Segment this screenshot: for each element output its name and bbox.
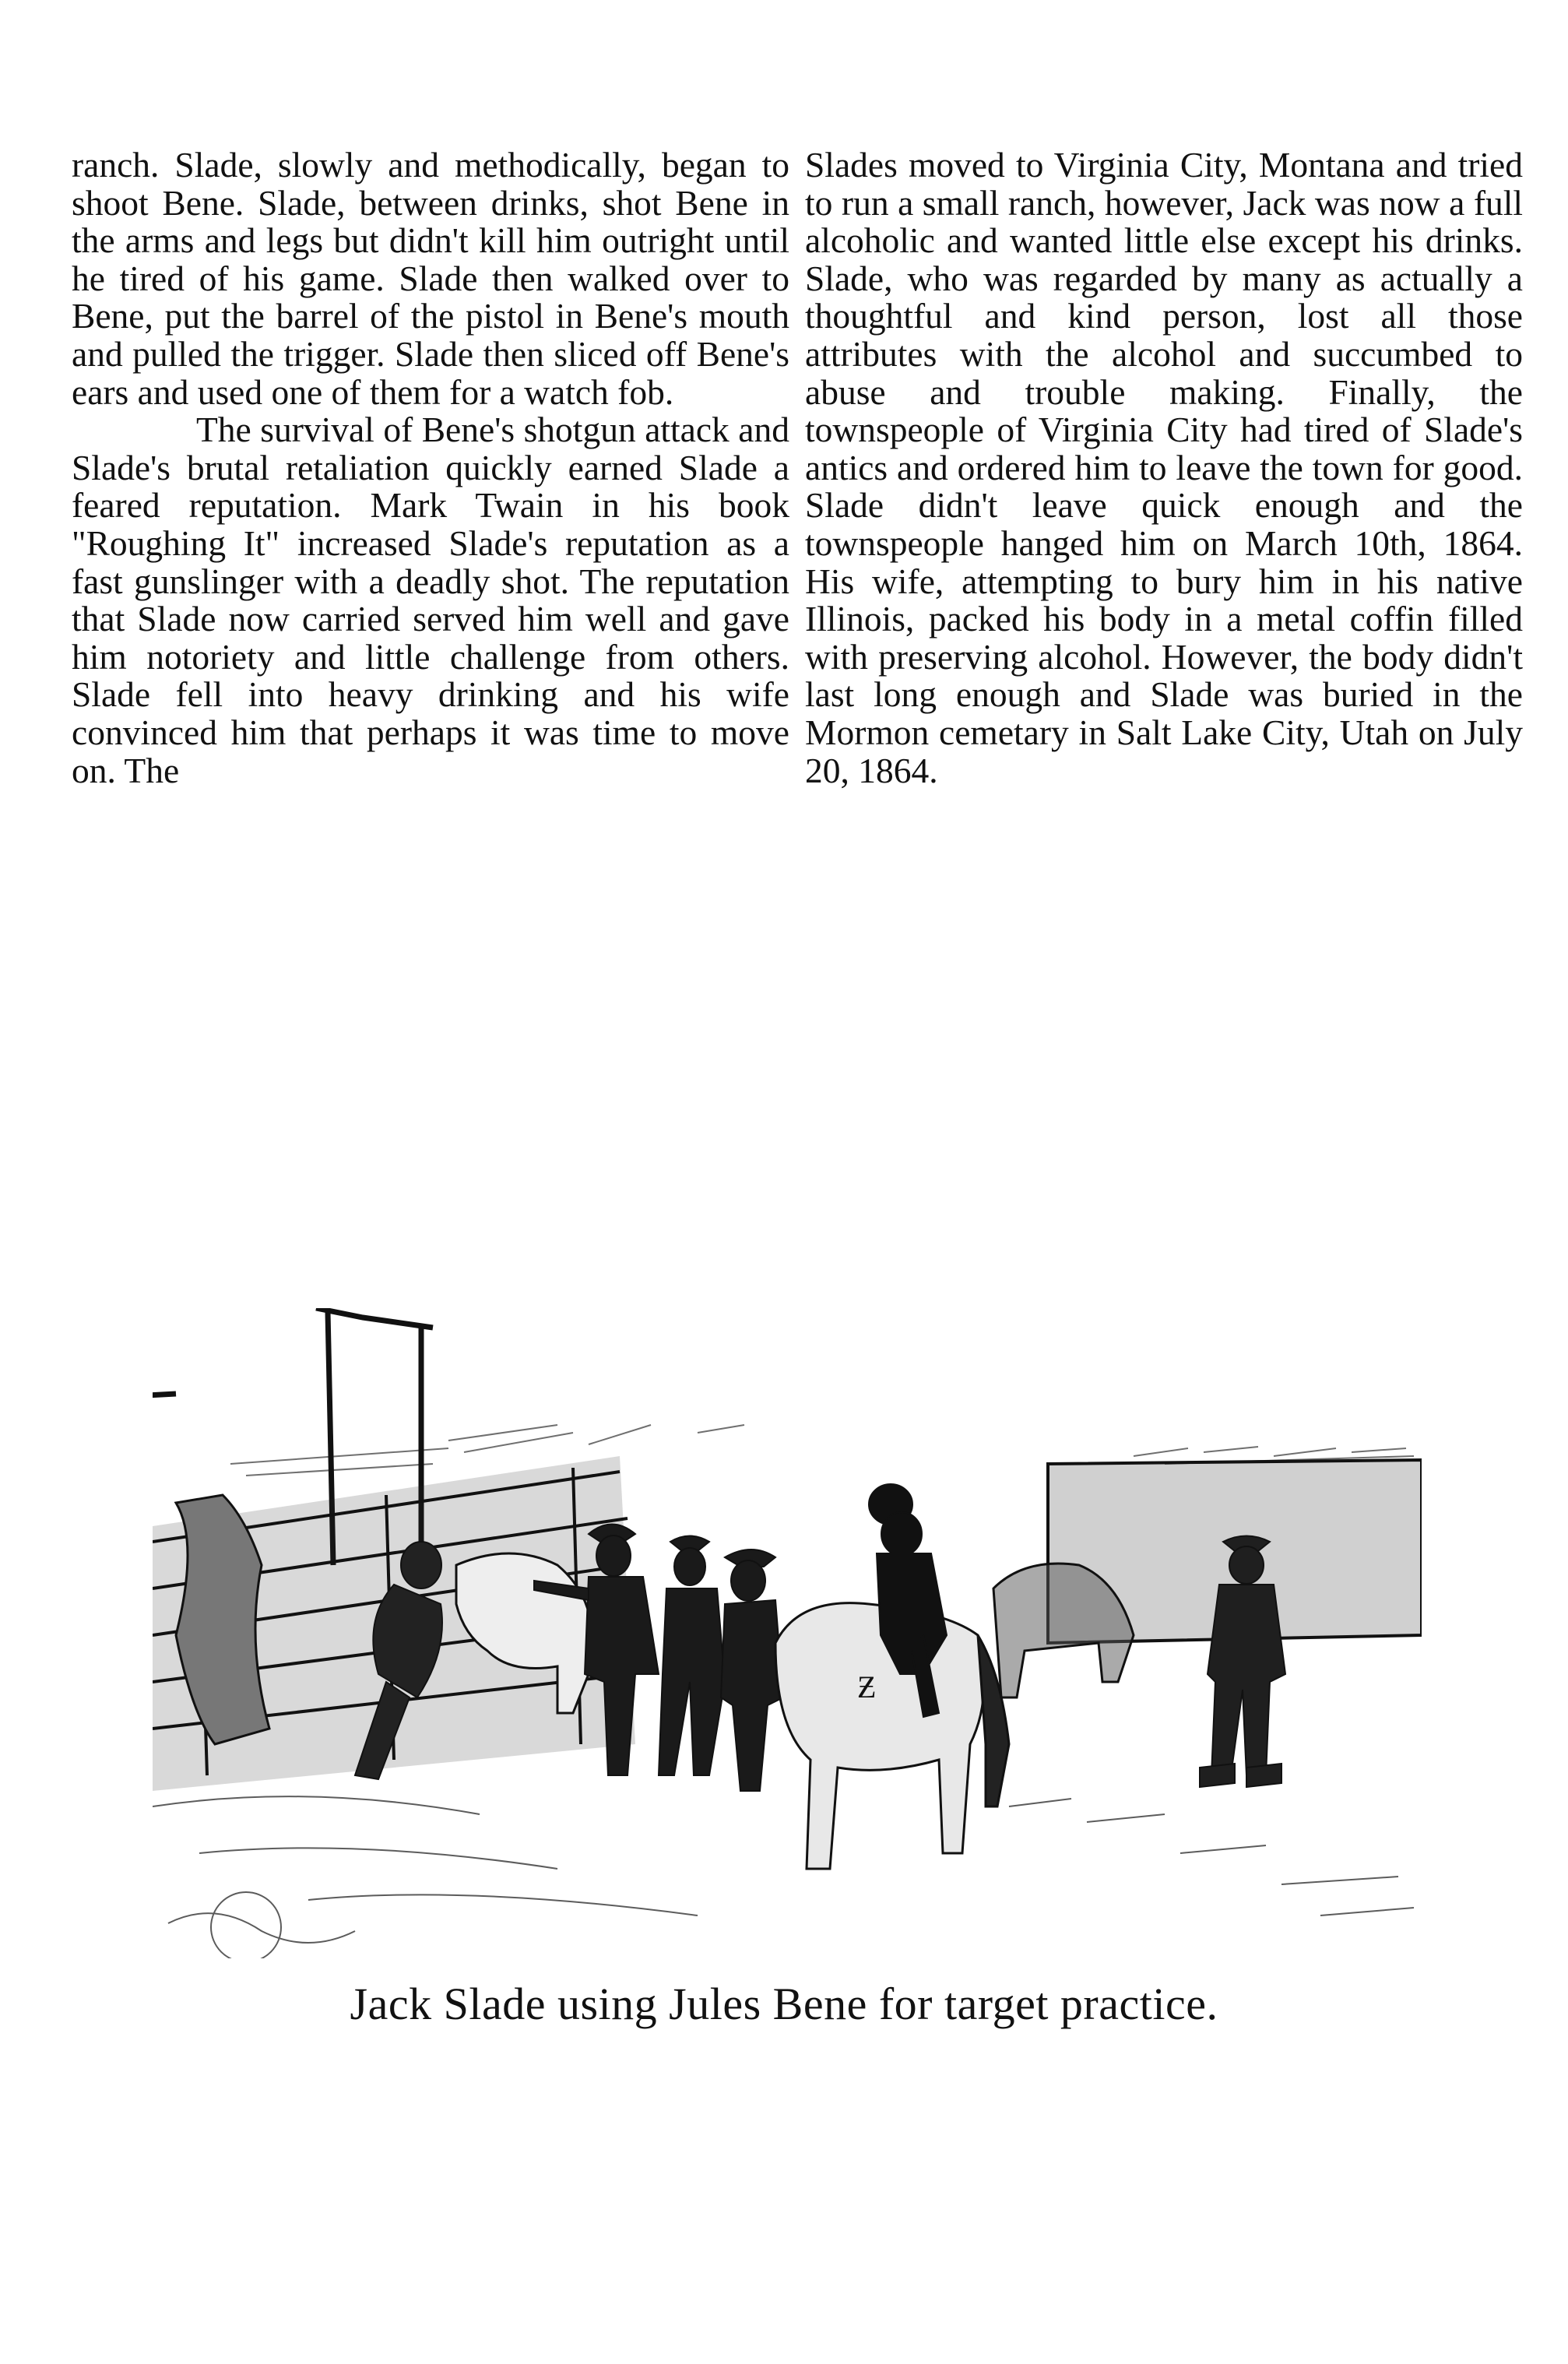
illustration xyxy=(153,1308,1422,1958)
svg-text:Ƶ: Ƶ xyxy=(857,1669,877,1704)
figure-caption: Jack Slade using Jules Bene for target practice. xyxy=(350,1979,1218,2029)
paragraph: ranch. Slade, slowly and methodically, began to shoot Bene. Slade, between drinks, shot Bene in the arms and legs but didn't kill him outright until he tired of his game. Slade then walked over to Bene, put the barrel of the pistol in Bene's mouth and pulled the trigger. Slade then sliced off Bene's ears and used one of them for a watch fob. xyxy=(72,145,789,412)
paragraph: Slades moved to Virginia City, Montana and tried to run a small ranch, however, Jack was now a full alcoholic and wanted little else except his drinks. Slade, who was regarded by many as actually a thoughtful and kind person, lost all those attributes with the alcohol and succumbed to abuse and trouble making. Finally, the townspeople of Virginia City had tired of Slade's antics and ordered him to leave the town for good. Slade didn't leave quick enough and the townspeople hanged him on March 10th, 1864. His wife, attempting to bury him in his native Illinois, packed his body in a metal coffin filled with preserving alcohol. However, the body didn't last long enough and Slade was buried in the Mormon cemetary in Salt Lake City, Utah on July 20, 1864. xyxy=(805,145,1523,790)
paragraph: The survival of Bene's shotgun attack and Slade's brutal retaliation quickly earned Slade a feared reputation. Mark Twain in his book "Roughing It" increased Slade's reputation as a fast gunslinger with a deadly shot. The reputation that Slade now carried served him well and gave him notoriety and little challenge from others. Slade fell into heavy drinking and his wife convinced him that perhaps it was time to move on. The xyxy=(72,410,789,790)
right-text-column xyxy=(805,146,1523,790)
left-text-column xyxy=(72,146,789,790)
